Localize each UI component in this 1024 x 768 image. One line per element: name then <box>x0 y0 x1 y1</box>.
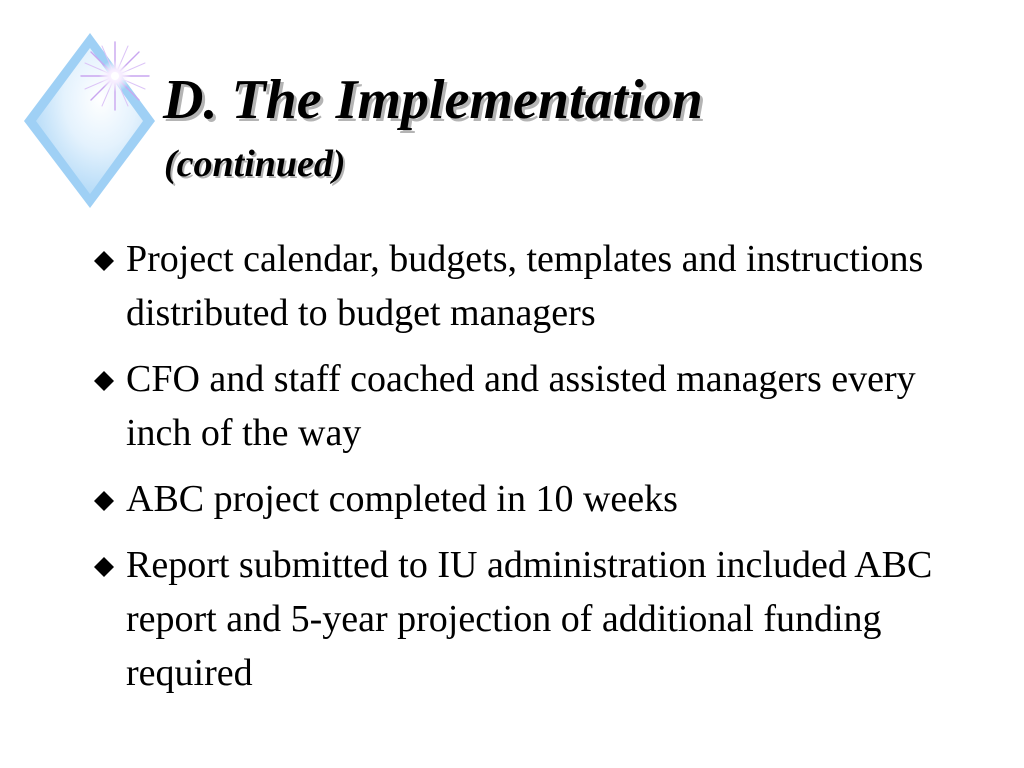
bullet-text: CFO and staff coached and assisted managers every inch of the way <box>126 358 916 454</box>
bullet-text: Report submitted to IU administration included ABC report and 5-year projection of additional funding required <box>126 544 933 694</box>
diamond-bullet-icon <box>90 352 126 392</box>
bullet-item <box>90 232 970 340</box>
bullet-text: Project calendar, budgets, templates and instructions distributed to budget managers <box>126 238 924 334</box>
bullet-list <box>90 232 970 712</box>
slide-subtitle: (continued) <box>164 143 346 185</box>
slide-title: D. The Implementation <box>163 69 703 131</box>
diamond-bullet-icon <box>90 472 126 512</box>
bullet-text: ABC project completed in 10 weeks <box>126 478 678 520</box>
diamond-bullet-icon <box>90 538 126 578</box>
bullet-item <box>90 538 970 700</box>
diamond-bullet-icon <box>90 232 126 272</box>
bullet-item <box>90 472 970 526</box>
bullet-item <box>90 352 970 460</box>
